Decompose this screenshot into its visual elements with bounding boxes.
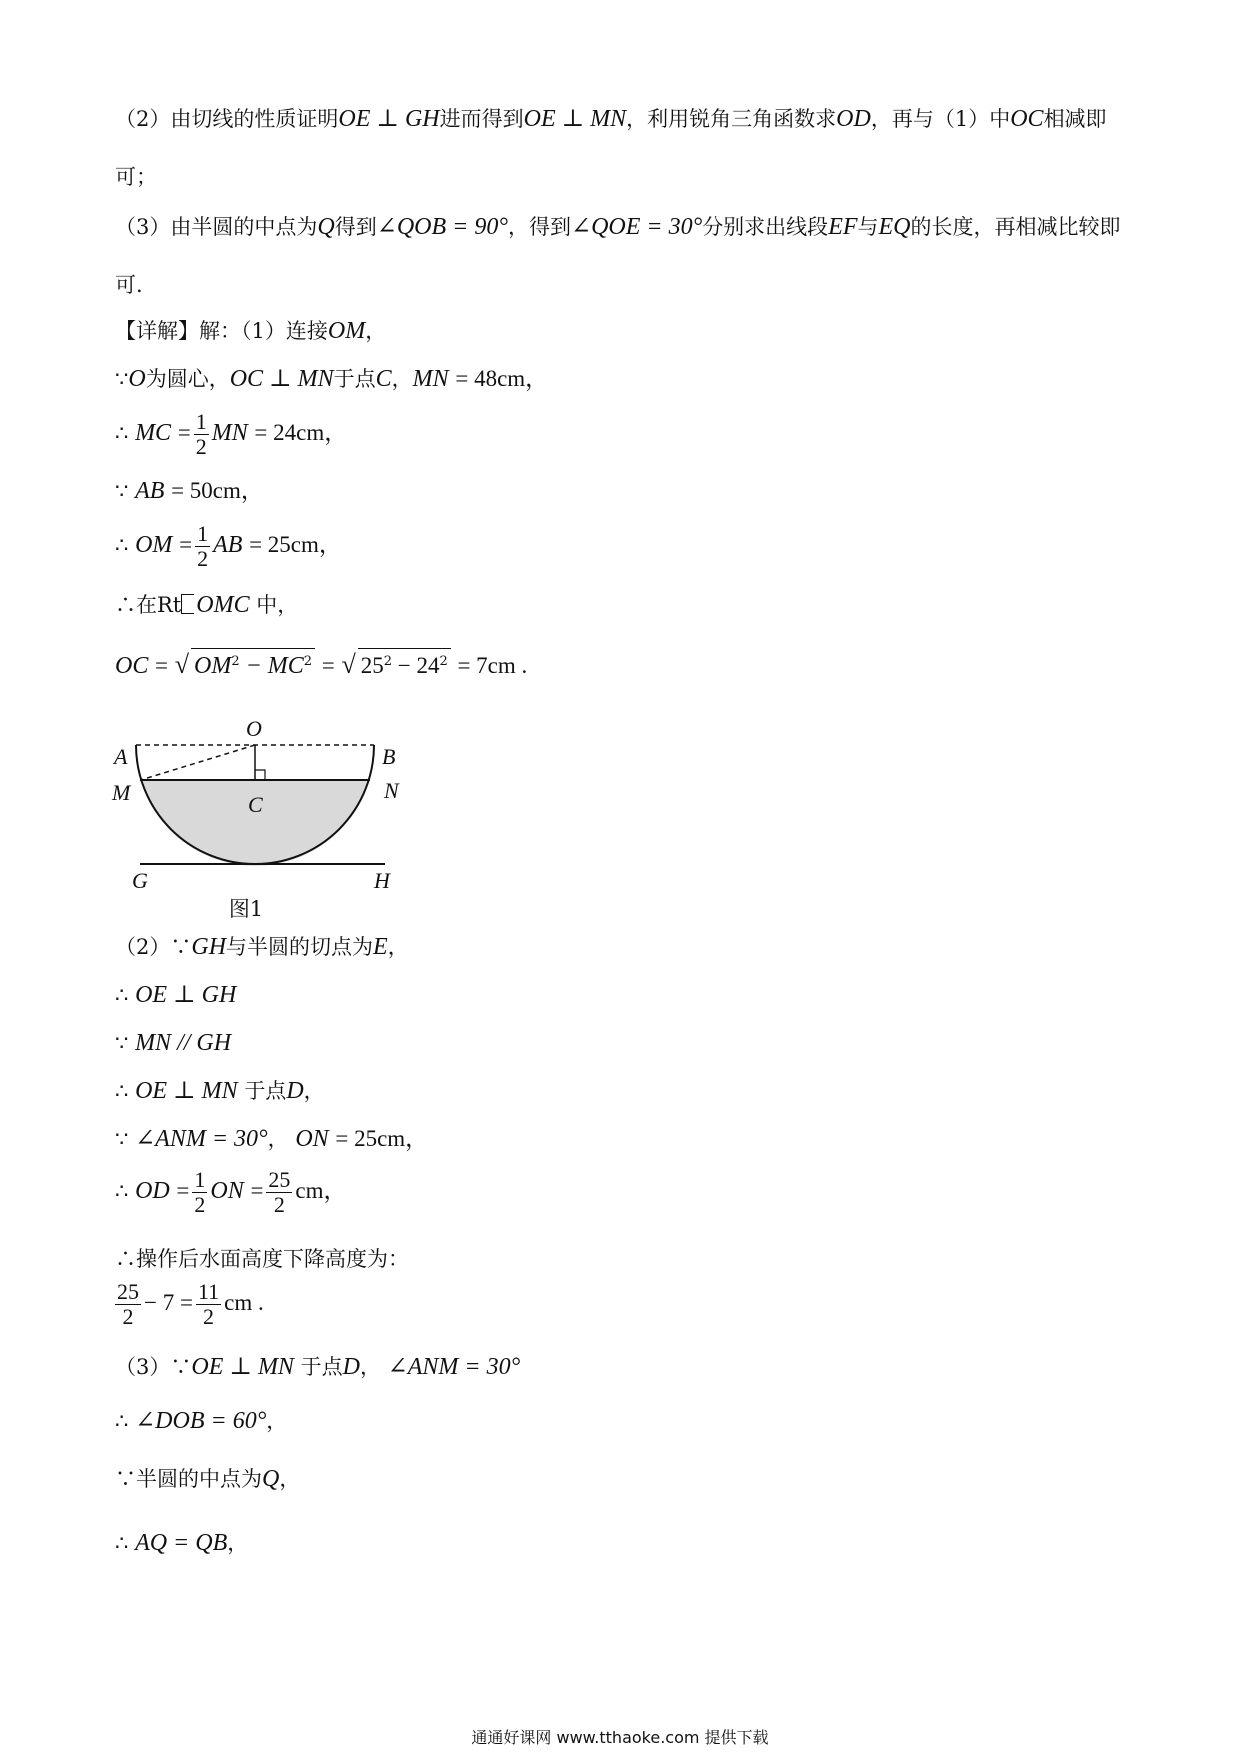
detail-line-6: ∴在Rt OMC 中， [115, 592, 299, 618]
sqrt-sign-icon: √ [341, 650, 356, 679]
detail-line-5: ∴ OM = $\frac{1}{2}$ AB = 25cm， [115, 521, 342, 571]
hint-step2: （2）由切线的性质证明OE ⊥ GH进而得到OE ⊥ MN，利用锐角三角函数求OD，再与（1）中OC相减即可； [115, 106, 1107, 189]
sqrt-sign-icon: √ [174, 650, 189, 679]
figure-caption: 图1 [228, 897, 264, 920]
label-m: M [112, 780, 131, 805]
fraction: $\frac{1}{2}$ [197, 521, 209, 571]
part3-line-1: （3）∵OE ⊥ MN 于点D， ∠ANM = 30° [115, 1354, 521, 1380]
label-n: N [384, 778, 399, 803]
part2-line-1: （2）∵GH与半圆的切点为E， [115, 934, 409, 960]
fraction: $\frac{1}{2}$ [194, 1167, 206, 1217]
label-a: A [114, 744, 128, 769]
label-b: B [382, 744, 396, 769]
detail-line-4: ∵ AB = 50cm， [115, 478, 264, 504]
fraction: $\frac{1}{2}$ [195, 409, 207, 459]
fraction: $\frac{25}{2}$ [117, 1279, 139, 1329]
figure-1 [110, 700, 430, 920]
part2-line-4: ∴ OE ⊥ MN 于点D， [115, 1078, 325, 1104]
part3-line-2: ∴ ∠DOB = 60°， [115, 1408, 288, 1434]
label-c: C [248, 792, 263, 817]
part3-line-3: ∵半圆的中点为Q， [115, 1466, 301, 1492]
part2-line-3: ∵ MN // GH [115, 1030, 232, 1056]
triangle-icon [181, 594, 194, 614]
fraction: $\frac{11}{2}$ [197, 1279, 220, 1329]
label-g: G [132, 868, 148, 893]
part2-line-8: $\frac{25}{2}$ − 7 = $\frac{11}{2}$ cm . [117, 1279, 264, 1329]
fraction: $\frac{25}{2}$ [268, 1167, 291, 1217]
right-angle-mark [255, 770, 265, 780]
part2-line-7: ∴操作后水面高度下降高度为： [115, 1247, 409, 1271]
label-o: O [246, 716, 262, 741]
part2-line-2: ∴ OE ⊥ GH [115, 982, 237, 1008]
detail-line-1: 【详解】解：（1）连接OM， [115, 318, 387, 344]
detail-line-3: ∴ MC = $\frac{1}{2}$ MN = 24cm， [115, 409, 348, 459]
page-footer: 通通好课网 www.tthaoke.com 提供下载 [471, 1728, 769, 1747]
sqrt-expression: $25^2 - 24^2$ [358, 648, 451, 679]
part2-line-6: ∴ OD = $\frac{1}{2}$ ON = $\frac{25}{2}$ cm， [115, 1167, 347, 1217]
detail-line-2: ∵O为圆心，OC ⊥ MN于点C，MN = 48cm， [115, 366, 549, 392]
part3-line-4: ∴ AQ = QB， [115, 1530, 249, 1556]
label-h: H [374, 868, 390, 893]
segment-om [141, 745, 255, 780]
detail-line-7: OC = √ $OM^2 - MC^2$ = √ $25^2 - 24^2 = 7cm$ . [115, 650, 528, 679]
hint-step3: （3）由半圆的中点为Q得到∠QOB = 90°，得到∠QOE = 30°分别求出线段EF与EQ的长度，再相减比较即可. [115, 214, 1121, 297]
sqrt-expression: $OM^2 - MC^2$ [191, 648, 315, 679]
part2-line-5: ∵ ∠ANM = 30°， ON = 25cm， [115, 1126, 429, 1152]
